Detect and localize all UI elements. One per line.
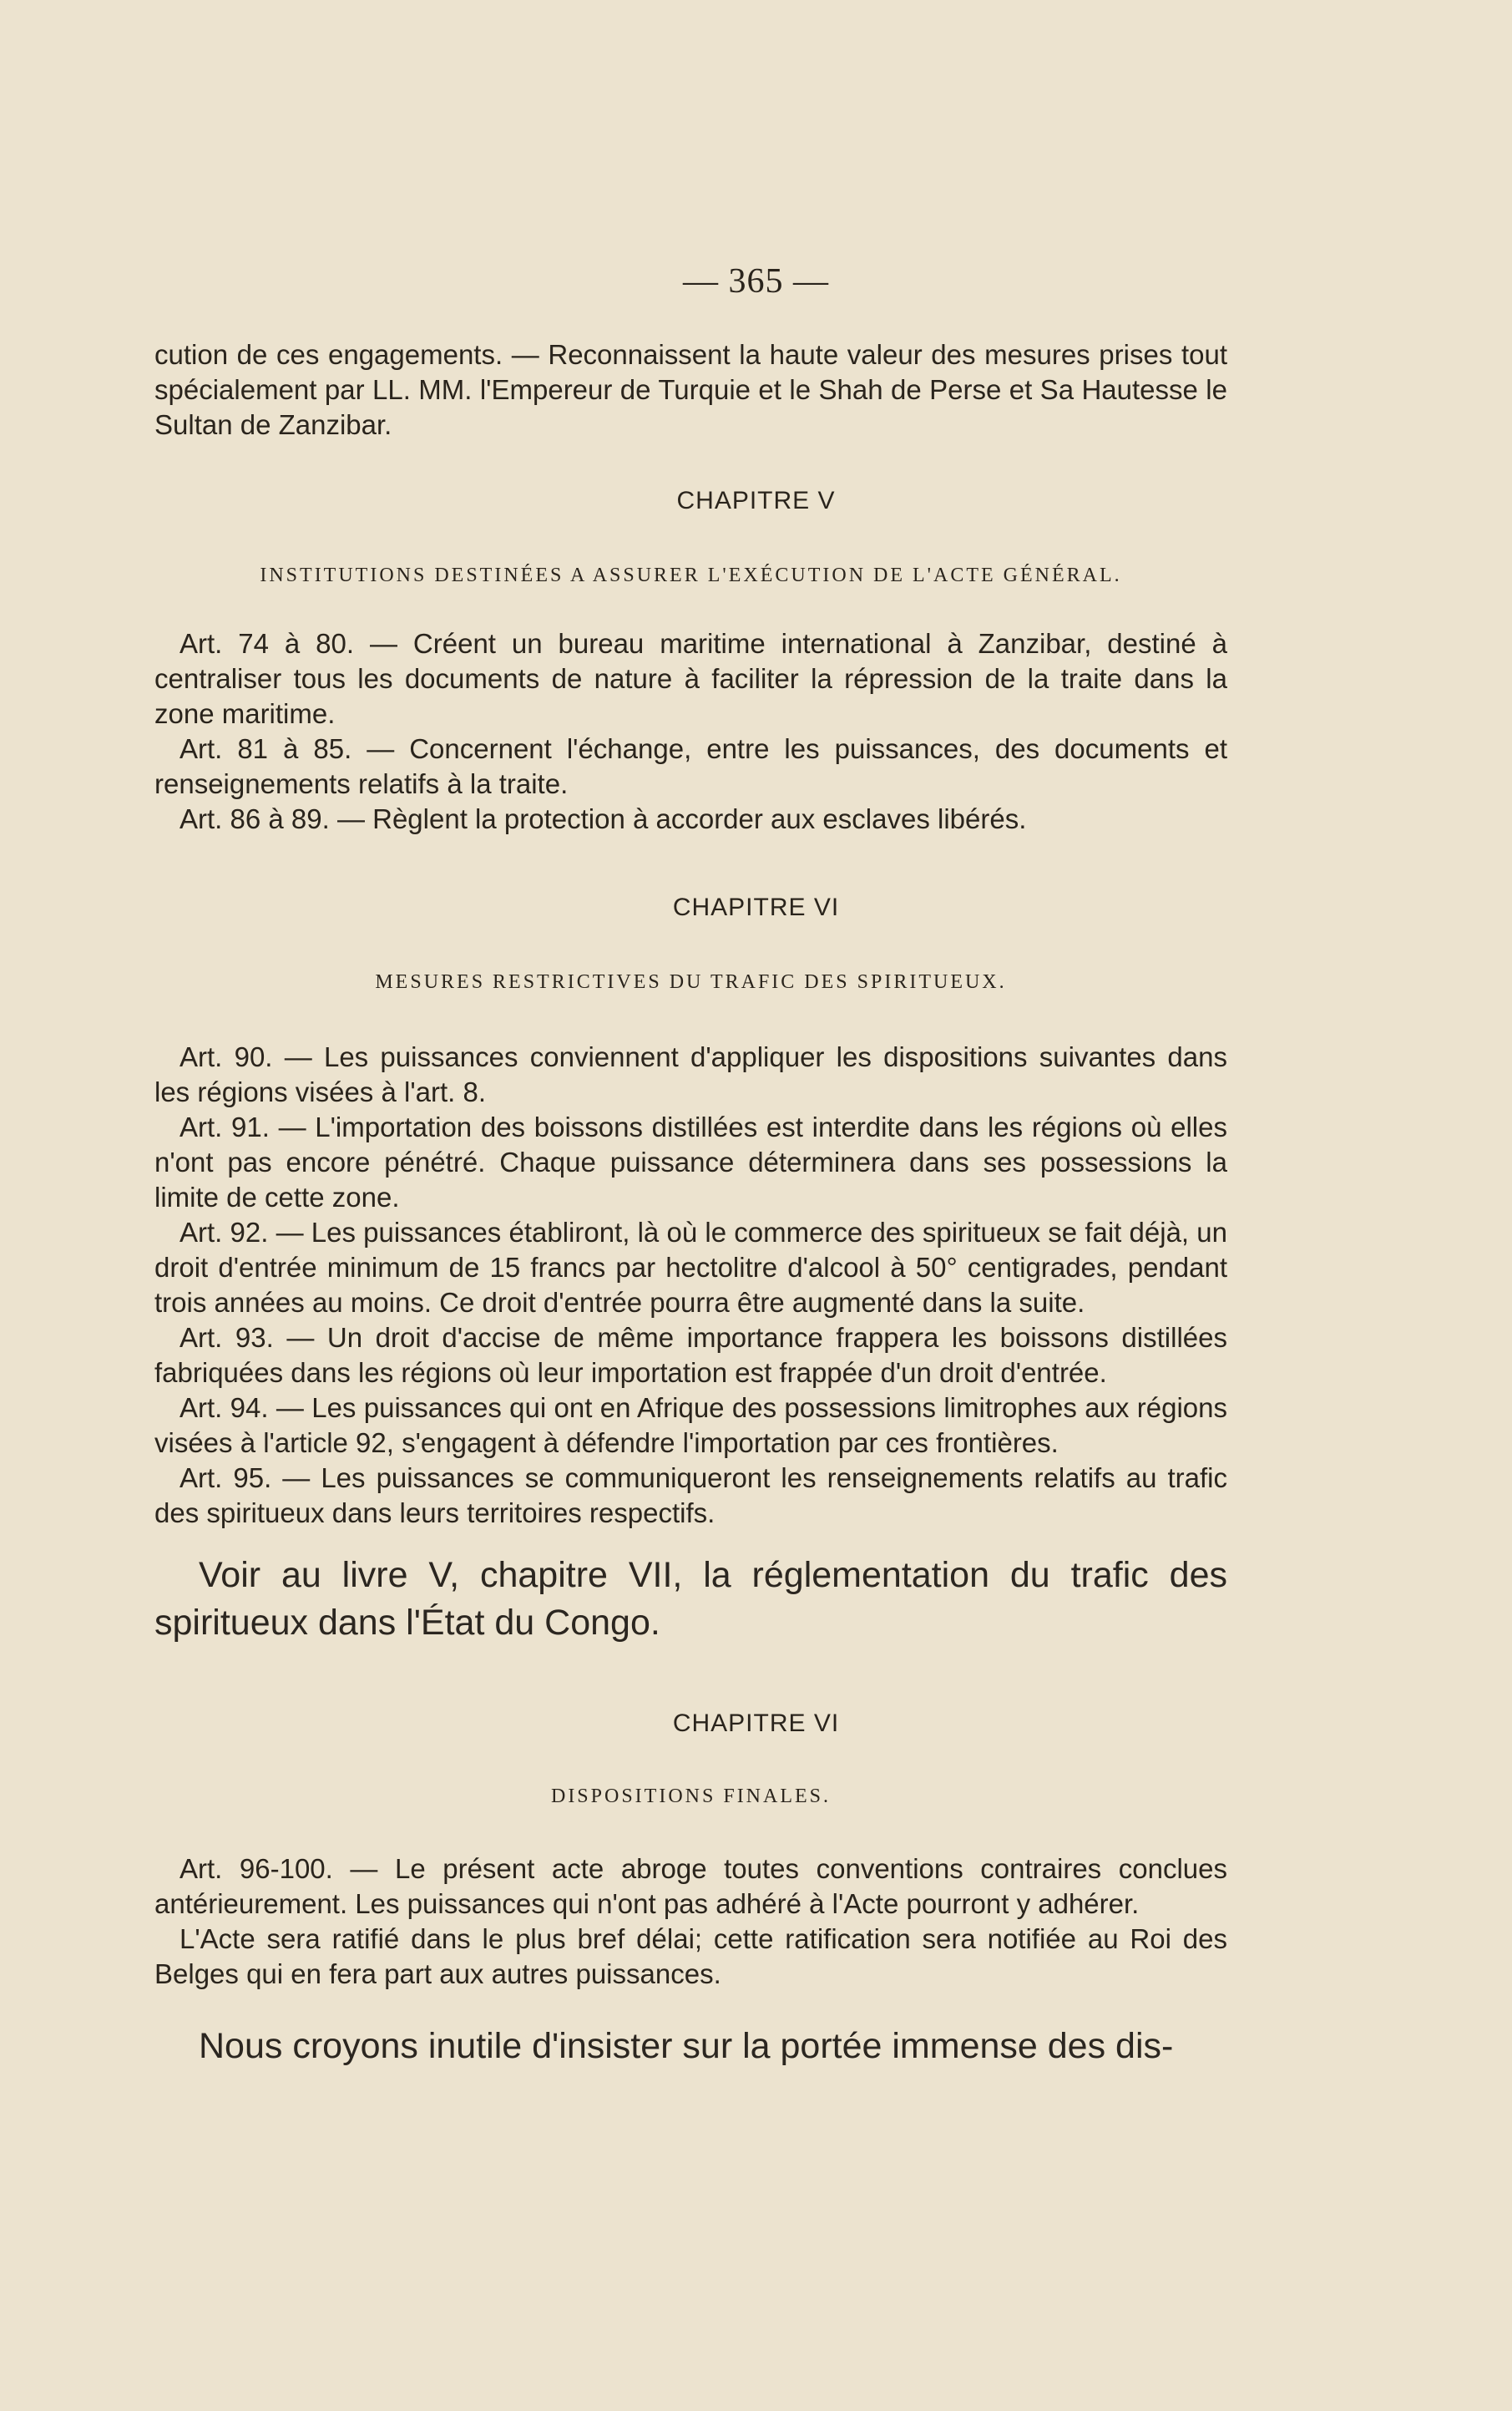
note-congo xyxy=(154,1552,1227,1647)
chapter-final-title: CHAPITRE VI xyxy=(672,1709,840,1737)
chapter-5-subtitle: INSTITUTIONS DESTINÉES A ASSURER L'EXÉCUTION DE L'ACTE GÉNÉRAL. xyxy=(260,565,1122,586)
article-86-89: Art. 86 à 89. — Règlent la protection à accorder aux esclaves libérés. xyxy=(180,803,1027,834)
intro-paragraph xyxy=(154,337,1227,443)
intro-text: cution de ces engagements. — Reconnaissent la haute valeur des mesures prises tout spécialement par LL. MM. l'Empereur de Turquie et le Shah de Perse et Sa Hautesse le Sultan de Zanzibar. xyxy=(154,339,1227,440)
article-81-85: Art. 81 à 85. — Concernent l'échange, entre les puissances, des documents et renseignements relatifs à la traite. xyxy=(154,733,1227,799)
article-94: Art. 94. — Les puissances qui ont en Afrique des possessions limitrophes aux régions visées à l'article 92, s'engagent à défendre l'importation par ces frontières. xyxy=(154,1392,1227,1458)
article-90: Art. 90. — Les puissances conviennent d'appliquer les dispositions suivantes dans les régions visées à l'art. 8. xyxy=(154,1041,1227,1107)
article-93: Art. 93. — Un droit d'accise de même importance frappera les boissons distillées fabriquées dans les régions où leur importation est frappée d'un droit d'entrée. xyxy=(154,1322,1227,1388)
chapter-5-title: CHAPITRE V xyxy=(676,487,836,514)
chapter-6-subtitle: MESURES RESTRICTIVES DU TRAFIC DES SPIRITUEUX. xyxy=(375,971,1007,993)
closing-note xyxy=(154,2023,1227,2070)
chapter-final-articles xyxy=(154,1851,1227,1992)
closing-note-text: Nous croyons inutile d'insister sur la portée immense des dis- xyxy=(199,2026,1174,2066)
chapter-5-articles xyxy=(154,626,1227,837)
article-95: Art. 95. — Les puissances se communiqueront les renseignements relatifs au trafic des spiritueux dans leurs territoires respectifs. xyxy=(154,1462,1227,1528)
article-74-80: Art. 74 à 80. — Créent un bureau maritime international à Zanzibar, destiné à centraliser tous les documents de nature à faciliter la répression de la traite dans la zone maritime. xyxy=(154,628,1227,729)
chapter-6-articles xyxy=(154,1040,1227,1531)
article-92: Art. 92. — Les puissances établiront, là où le commerce des spiritueux se fait déjà, un droit d'entrée minimum de 15 francs par hectolitre d'alcool à 50° centigrades, pendant trois années au moins. Ce droit d'entrée pourra être augmenté dans la suite. xyxy=(154,1217,1227,1318)
chapter-final-subtitle: DISPOSITIONS FINALES. xyxy=(550,1785,832,1807)
chapter-6-title: CHAPITRE VI xyxy=(672,894,840,921)
article-91: Art. 91. — L'importation des boissons distillées est interdite dans les régions où elles n'ont pas encore pénétré. Chaque puissance déterminera dans ses possessions la limite de cette zone. xyxy=(154,1112,1227,1213)
ratification-paragraph: L'Acte sera ratifié dans le plus bref délai; cette ratification sera notifiée au Roi des Belges qui en fera part aux autres puissances. xyxy=(154,1923,1227,1989)
page-number: — 365 — xyxy=(683,262,829,301)
article-96-100: Art. 96-100. — Le présent acte abroge toutes conventions contraires conclues antérieurement. Les puissances qui n'ont pas adhéré à l'Acte pourront y adhérer. xyxy=(154,1853,1227,1919)
note-congo-text: Voir au livre V, chapitre VII, la réglementation du trafic des spiritueux dans l'État du Congo. xyxy=(154,1555,1227,1643)
